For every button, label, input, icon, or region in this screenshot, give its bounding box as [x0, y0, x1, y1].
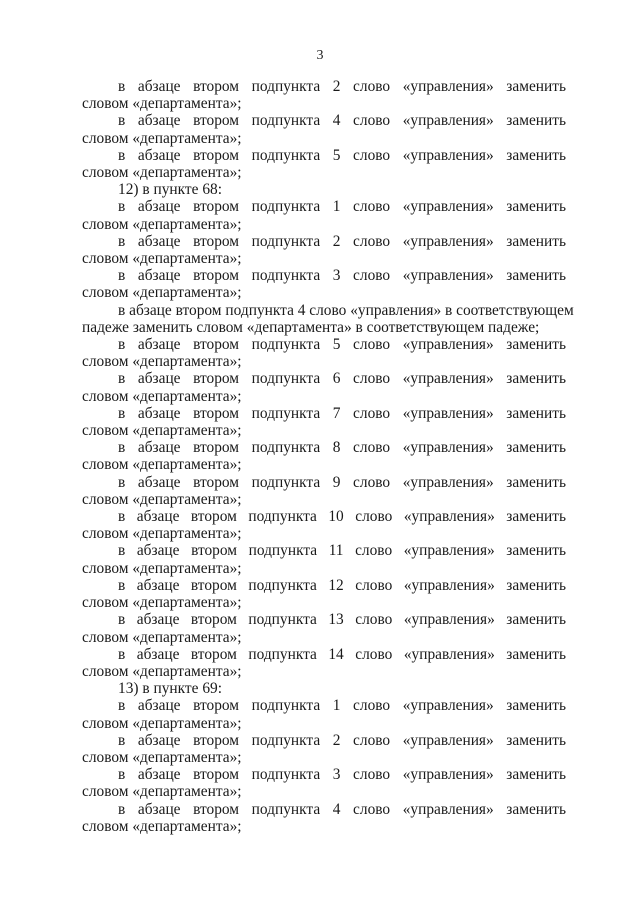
paragraph-line: в абзаце втором подпункта 14 слово «управления» заменить — [118, 645, 566, 663]
paragraph — [82, 233, 566, 267]
paragraph — [82, 78, 566, 112]
paragraph-line: словом «департамента»; — [82, 129, 242, 147]
paragraph — [82, 267, 566, 301]
paragraph — [82, 405, 566, 439]
paragraph-line: словом «департамента»; — [82, 525, 242, 543]
paragraph-line: в абзаце втором подпункта 9 слово «управления» заменить — [118, 473, 566, 491]
paragraph — [82, 112, 566, 146]
paragraph-line: в абзаце втором подпункта 4 слово «управления» заменить — [118, 112, 566, 130]
paragraph-line: словом «департамента»; — [82, 215, 242, 233]
section-heading — [82, 181, 566, 198]
paragraph — [82, 611, 566, 645]
paragraph-line: словом «департамента»; — [82, 490, 242, 508]
paragraph-line: падеже заменить словом «департамента» в соответствующем падеже; — [82, 318, 540, 336]
paragraph-line: в абзаце втором подпункта 1 слово «управления» заменить — [118, 198, 566, 216]
paragraph-line: словом «департамента»; — [82, 662, 242, 680]
paragraph-line: словом «департамента»; — [82, 628, 242, 646]
paragraph-line: словом «департамента»; — [82, 164, 242, 182]
paragraph — [82, 336, 566, 370]
paragraph — [82, 542, 566, 576]
paragraph-line: словом «департамента»; — [82, 353, 242, 371]
paragraph-line: в абзаце втором подпункта 12 слово «управления» заменить — [118, 576, 566, 594]
paragraph — [82, 301, 574, 336]
paragraph-line: словом «департамента»; — [82, 748, 242, 766]
paragraph-line: в абзаце втором подпункта 5 слово «управления» заменить — [118, 336, 566, 354]
paragraph-line: в абзаце втором подпункта 5 слово «управления» заменить — [118, 146, 566, 164]
paragraph-line: словом «департамента»; — [82, 422, 242, 440]
paragraph-line: в абзаце втором подпункта 2 слово «управления» заменить — [118, 731, 566, 749]
paragraph-line: словом «департамента»; — [82, 817, 242, 835]
paragraph-line: словом «департамента»; — [82, 594, 242, 612]
paragraph-line: в абзаце втором подпункта 3 слово «управления» заменить — [118, 766, 566, 784]
paragraph — [82, 801, 566, 835]
paragraph — [82, 439, 566, 473]
paragraph-line: в абзаце втором подпункта 3 слово «управления» заменить — [118, 267, 566, 285]
paragraph-line: 12) в пункте 68: — [118, 181, 222, 199]
section-heading — [82, 680, 566, 697]
paragraph-line: в абзаце втором подпункта 6 слово «управления» заменить — [118, 370, 566, 388]
paragraph — [82, 147, 566, 181]
paragraph-line: в абзаце втором подпункта 2 слово «управления» заменить — [118, 78, 566, 95]
paragraph-line: в абзаце втором подпункта 4 слово «управления» заменить — [118, 800, 566, 818]
paragraph — [82, 198, 566, 232]
paragraph — [82, 508, 566, 542]
paragraph-line: словом «департамента»; — [82, 95, 242, 113]
paragraph-line: словом «департамента»; — [82, 559, 242, 577]
paragraph-line: в абзаце втором подпункта 13 слово «управления» заменить — [118, 611, 566, 629]
paragraph-line: в абзаце втором подпункта 4 слово «управления» в соответствующем — [118, 301, 574, 319]
paragraph-line: в абзаце втором подпункта 7 слово «управления» заменить — [118, 404, 566, 422]
paragraph-line: в абзаце втором подпункта 8 слово «управления» заменить — [118, 439, 566, 457]
paragraph — [82, 646, 566, 680]
paragraph-line: словом «департамента»; — [82, 387, 242, 405]
paragraph-line: в абзаце втором подпункта 10 слово «управления» заменить — [118, 508, 566, 526]
paragraph — [82, 474, 566, 508]
paragraph-line: 13) в пункте 69: — [118, 680, 222, 698]
paragraph-line: в абзаце втором подпункта 2 слово «управления» заменить — [118, 232, 566, 250]
paragraph — [82, 370, 566, 404]
paragraph-line: словом «департамента»; — [82, 456, 242, 474]
paragraph-line: словом «департамента»; — [82, 714, 242, 732]
paragraph-line: в абзаце втором подпункта 11 слово «управления» заменить — [118, 542, 566, 560]
paragraph — [82, 577, 566, 611]
paragraph-line: словом «департамента»; — [82, 783, 242, 801]
paragraph — [82, 766, 566, 800]
page-number: 3 — [316, 48, 324, 63]
paragraph-line: в абзаце втором подпункта 1 слово «управления» заменить — [118, 697, 566, 715]
paragraph-line: словом «департамента»; — [82, 250, 242, 268]
document-body — [82, 78, 574, 835]
paragraph-line: словом «департамента»; — [82, 284, 242, 302]
paragraph — [82, 732, 566, 766]
paragraph — [82, 697, 566, 731]
